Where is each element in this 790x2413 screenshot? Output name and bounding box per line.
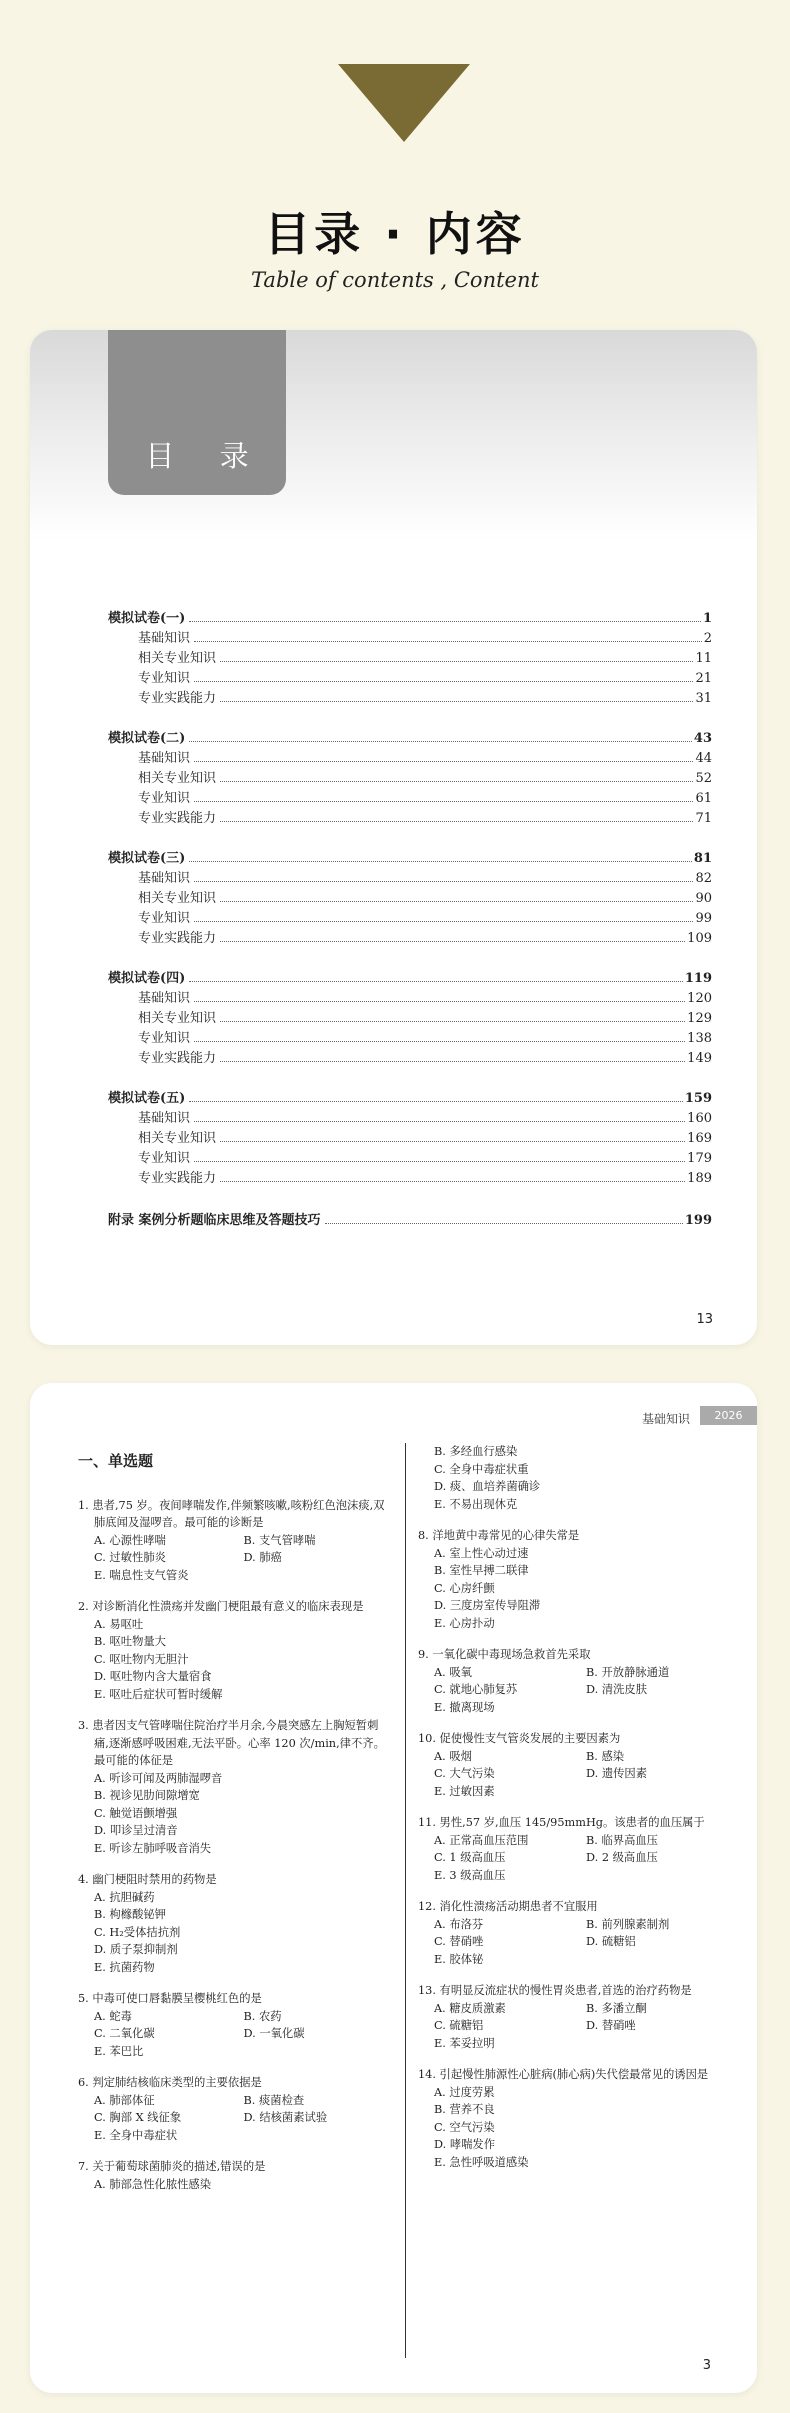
toc-leader-dots — [220, 1141, 685, 1142]
option-row — [434, 1832, 738, 1850]
toc-entry-label: 附录 案例分析题临床思维及答题技巧 — [108, 1213, 321, 1228]
option-row — [94, 1906, 393, 1924]
toc-spacer — [108, 1186, 712, 1206]
toc-subentry[interactable] — [108, 686, 712, 706]
option-row — [434, 1867, 738, 1885]
toc-subentry-label: 专业知识 — [138, 911, 191, 926]
toc-leader-dots — [194, 1001, 685, 1002]
toc-subentry[interactable] — [108, 1026, 712, 1046]
toc-subentry-label: 相关专业知识 — [138, 651, 217, 666]
answer-options — [78, 1532, 393, 1585]
option-row — [434, 1765, 738, 1783]
option-row — [434, 1562, 738, 1580]
page-title: 目录 · 内容 — [264, 207, 526, 261]
toc-entry-label: 模拟试卷(五) — [108, 1091, 186, 1106]
option-row — [434, 2101, 738, 2119]
question-stem: 9. 一氧化碳中毒现场急救首先采取 — [418, 1648, 591, 1661]
toc-subentry-page: 11 — [695, 651, 712, 666]
question-stem: 5. 中毒可使口唇黏膜呈樱桃红色的是 — [78, 1992, 262, 2005]
toc-appendix-entry[interactable] — [108, 1208, 712, 1228]
answer-option[interactable]: C. 呕吐物内无胆汁 — [94, 1652, 189, 1666]
toc-leader-dots — [220, 821, 693, 822]
option-row — [434, 2084, 738, 2102]
answer-option[interactable]: C. H₂受体拮抗剂 — [94, 1925, 181, 1939]
answer-option[interactable]: E. 急性呼吸道感染 — [434, 2155, 529, 2169]
toc-subentry-page: 129 — [687, 1011, 712, 1026]
answer-option[interactable]: A. 蛇毒 — [94, 2009, 132, 2023]
toc-entry[interactable] — [108, 966, 712, 986]
toc-leader-dots — [194, 761, 693, 762]
option-row — [94, 2008, 393, 2026]
decorative-triangle — [338, 64, 470, 142]
toc-leader-dots — [194, 1121, 685, 1122]
answer-option[interactable]: D. 替硝唑 — [586, 2019, 636, 2032]
toc-leader-dots — [189, 1101, 683, 1102]
toc-subentry[interactable] — [108, 1006, 712, 1026]
question-item — [418, 1814, 738, 1884]
section-header-label: 基础知识 — [642, 1412, 691, 1426]
answer-option[interactable]: D. 结核菌素试验 — [243, 2111, 328, 2124]
toc-subentry-label: 基础知识 — [138, 871, 191, 886]
toc-entry-page: 159 — [684, 1091, 712, 1106]
toc-subentry-label: 相关专业知识 — [138, 1131, 217, 1146]
option-row — [434, 1681, 738, 1699]
left-column — [78, 1443, 393, 2207]
answer-option[interactable]: E. 苯巴比 — [94, 2044, 144, 2058]
toc-spacer — [108, 1066, 712, 1086]
question-stem: 3. 患者因支气管哮喘住院治疗半月余,今晨突感左上胸短暂刺痛,逐渐感呼吸困难,无法平卧。心率 120 次/min,律不齐。最可能的体征是 — [78, 1719, 385, 1767]
question-item — [78, 1871, 393, 1976]
answer-option[interactable]: A. 室上性心动过速 — [434, 1546, 529, 1560]
toc-entry-page: 119 — [684, 971, 712, 986]
answer-option[interactable]: D. 痰、血培养菌确诊 — [434, 1480, 541, 1493]
exam-card — [30, 1383, 757, 2393]
toc-tab — [108, 330, 286, 495]
answer-option[interactable]: B. 支气管哮喘 — [243, 1533, 316, 1547]
option-row — [434, 1699, 738, 1717]
toc-subentry[interactable] — [108, 646, 712, 666]
option-row — [434, 2136, 738, 2154]
option-row — [434, 1580, 738, 1598]
option-row — [94, 1567, 393, 1585]
option-row — [94, 1686, 393, 1704]
toc-leader-dots — [189, 741, 692, 742]
toc-entry-label: 模拟试卷(四) — [108, 971, 186, 986]
option-row — [434, 2119, 738, 2137]
toc-leader-dots — [220, 781, 693, 782]
page-number: 13 — [696, 1312, 713, 1327]
answer-options — [418, 1443, 738, 1513]
toc-leader-dots — [189, 861, 692, 862]
answer-option[interactable]: B. 室性早搏二联律 — [434, 1564, 529, 1577]
toc-subentry[interactable] — [108, 986, 712, 1006]
answer-option[interactable]: D. 哮喘发作 — [434, 2138, 496, 2151]
option-row — [434, 1496, 738, 1514]
option-row — [94, 1889, 393, 1907]
toc-leader-dots — [220, 661, 693, 662]
answer-option[interactable]: D. 2 级高血压 — [586, 1851, 658, 1864]
option-row — [434, 2035, 738, 2053]
answer-option[interactable]: E. 喘息性支气管炎 — [94, 1568, 189, 1582]
answer-options — [78, 1770, 393, 1858]
toc-subentry[interactable] — [108, 866, 712, 886]
toc-entry[interactable] — [108, 606, 712, 626]
answer-option[interactable]: B. 感染 — [586, 1749, 625, 1763]
answer-option[interactable]: C. 触觉语颤增强 — [94, 1806, 178, 1820]
option-row — [434, 1597, 738, 1615]
answer-option[interactable]: D. 清洗皮肤 — [586, 1683, 648, 1696]
option-row — [434, 2000, 738, 2018]
answer-option[interactable]: D. 三度房室传导阻滞 — [434, 1599, 541, 1612]
question-item — [78, 1990, 393, 2060]
toc-subentry[interactable] — [108, 626, 712, 646]
toc-subentry-page: 44 — [695, 751, 712, 766]
answer-option[interactable]: E. 过敏因素 — [434, 1784, 495, 1798]
toc-entry[interactable] — [108, 726, 712, 746]
option-row — [94, 1651, 393, 1669]
toc-subentry-label: 相关专业知识 — [138, 771, 217, 786]
option-row — [434, 1783, 738, 1801]
answer-option[interactable]: A. 听诊可闻及两肺湿啰音 — [94, 1771, 223, 1785]
question-stem: 7. 关于葡萄球菌肺炎的描述,错误的是 — [78, 2160, 266, 2173]
toc-subentry-label: 专业实践能力 — [138, 931, 217, 946]
answer-option[interactable]: B. 多潘立酮 — [586, 2001, 647, 2015]
answer-options — [418, 1916, 738, 1969]
option-row — [94, 1941, 393, 1959]
toc-subentry-label: 专业知识 — [138, 1031, 191, 1046]
question-stem: 12. 消化性溃疡活动期患者不宜服用 — [418, 1900, 598, 1913]
toc-subentry-label: 相关专业知识 — [138, 891, 217, 906]
toc-leader-dots — [220, 701, 693, 702]
option-row — [434, 1443, 738, 1461]
answer-option[interactable]: A. 过度劳累 — [434, 2085, 495, 2099]
answer-option[interactable]: A. 布洛芬 — [434, 1917, 484, 1931]
answer-option[interactable]: A. 易呕吐 — [94, 1617, 144, 1631]
question-stem: 1. 患者,75 岁。夜间哮喘发作,伴频繁咳嗽,咳粉红色泡沫痰,双肺底闻及湿啰音。最可能的诊断是 — [78, 1498, 385, 1529]
toc-subentry-page: 82 — [695, 871, 712, 886]
option-row — [434, 1849, 738, 1867]
answer-option[interactable]: C. 过敏性肺炎 — [94, 1551, 166, 1564]
answer-options — [418, 1748, 738, 1801]
toc-leader-dots — [194, 681, 693, 682]
question-item — [78, 1598, 393, 1703]
page-subtitle: Table of contents , Content — [251, 268, 539, 292]
answer-options — [418, 1664, 738, 1717]
toc-subentry[interactable] — [108, 926, 712, 946]
question-item — [418, 1982, 738, 2052]
answer-option[interactable]: E. 听诊左肺呼吸音消失 — [94, 1841, 212, 1855]
toc-leader-dots — [194, 641, 702, 642]
toc-spacer — [108, 826, 712, 846]
toc-subentry[interactable] — [108, 886, 712, 906]
answer-option[interactable]: B. 痰菌检查 — [243, 2093, 305, 2107]
toc-subentry[interactable] — [108, 746, 712, 766]
answer-options — [78, 1616, 393, 1704]
option-row — [434, 1545, 738, 1563]
answer-options — [418, 2000, 738, 2053]
option-row — [434, 1615, 738, 1633]
toc-leader-dots — [220, 941, 685, 942]
question-item — [78, 2158, 393, 2193]
option-row — [94, 2109, 393, 2127]
question-item — [78, 2074, 393, 2144]
answer-option[interactable]: A. 肺部体征 — [94, 2093, 155, 2107]
toc-subentry-page: 31 — [695, 691, 712, 706]
toc-subentry-label: 专业实践能力 — [138, 1051, 217, 1066]
answer-option[interactable]: E. 苯妥拉明 — [434, 2036, 495, 2050]
option-row — [434, 2154, 738, 2172]
answer-option[interactable]: A. 正常高血压范围 — [434, 1833, 529, 1847]
option-row — [94, 1549, 393, 1567]
question-item — [418, 1646, 738, 1716]
toc-subentry[interactable] — [108, 666, 712, 686]
answer-option[interactable]: B. 呕吐物量大 — [94, 1635, 166, 1648]
option-row — [94, 1616, 393, 1634]
toc-leader-dots — [220, 901, 693, 902]
toc-leader-dots — [189, 621, 701, 622]
toc-subentry-page: 109 — [687, 931, 712, 946]
option-row — [94, 1822, 393, 1840]
answer-option[interactable]: E. 3 级高血压 — [434, 1868, 506, 1882]
option-row — [94, 1805, 393, 1823]
toc-subentry-page: 2 — [703, 631, 712, 646]
answer-options — [78, 2092, 393, 2145]
table-of-contents — [108, 606, 712, 1228]
option-row — [94, 1668, 393, 1686]
answer-option[interactable]: B. 多经血行感染 — [434, 1445, 518, 1458]
question-item — [418, 1730, 738, 1800]
question-item — [418, 2066, 738, 2171]
answer-option[interactable]: C. 胸部 X 线征象 — [94, 2111, 182, 2124]
answer-option[interactable]: C. 就地心肺复苏 — [434, 1683, 518, 1696]
toc-leader-dots — [194, 1041, 685, 1042]
toc-leader-dots — [325, 1223, 683, 1224]
option-row — [94, 2043, 393, 2061]
answer-option[interactable]: D. 遗传因素 — [586, 1767, 648, 1780]
answer-option[interactable]: B. 开放静脉通道 — [586, 1665, 670, 1679]
toc-subentry-page: 99 — [695, 911, 712, 926]
answer-option[interactable]: C. 1 级高血压 — [434, 1851, 506, 1864]
answer-option[interactable]: D. 一氧化碳 — [243, 2027, 305, 2040]
toc-subentry[interactable] — [108, 906, 712, 926]
section-title: 一、单选题 — [78, 1452, 154, 1470]
toc-entry-page: 43 — [693, 731, 712, 746]
question-stem: 11. 男性,57 岁,血压 145/95mmHg。该患者的血压属于 — [418, 1816, 705, 1829]
answer-option[interactable]: C. 替硝唑 — [434, 1935, 484, 1948]
toc-subentry-label: 基础知识 — [138, 1111, 191, 1126]
toc-subentry[interactable] — [108, 806, 712, 826]
answer-option[interactable]: B. 前列腺素制剂 — [586, 1917, 670, 1931]
question-continuation — [418, 1443, 738, 1513]
question-stem: 4. 幽门梗阻时禁用的药物是 — [78, 1873, 217, 1886]
answer-option[interactable]: E. 撤离现场 — [434, 1700, 495, 1714]
toc-subentry[interactable] — [108, 1146, 712, 1166]
question-item — [418, 1898, 738, 1968]
toc-subentry[interactable] — [108, 1166, 712, 1186]
answer-option[interactable]: A. 吸烟 — [434, 1749, 472, 1763]
option-row — [434, 1478, 738, 1496]
option-row — [434, 1664, 738, 1682]
question-item — [418, 1527, 738, 1632]
toc-subentry-page: 189 — [687, 1171, 712, 1186]
answer-option[interactable]: A. 肺部急性化脓性感染 — [94, 2177, 212, 2191]
toc-entry[interactable] — [108, 1086, 712, 1106]
answer-option[interactable]: C. 大气污染 — [434, 1767, 495, 1780]
question-stem: 6. 判定肺结核临床类型的主要依据是 — [78, 2076, 262, 2089]
question-stem: 13. 有明显反流症状的慢性胃炎患者,首选的治疗药物是 — [418, 1984, 692, 1997]
toc-leader-dots — [220, 1021, 685, 1022]
answer-option[interactable]: D. 质子泵抑制剂 — [94, 1943, 178, 1956]
toc-leader-dots — [189, 981, 683, 982]
answer-option[interactable]: A. 糖皮质激素 — [434, 2001, 506, 2015]
option-row — [94, 1633, 393, 1651]
toc-tab-label: 目 录 — [145, 439, 267, 473]
toc-subentry-label: 专业实践能力 — [138, 1171, 217, 1186]
toc-leader-dots — [220, 1061, 685, 1062]
toc-subentry[interactable] — [108, 786, 712, 806]
toc-spacer — [108, 706, 712, 726]
answer-option[interactable]: E. 全身中毒症状 — [94, 2128, 178, 2142]
answer-options — [78, 2176, 393, 2194]
answer-option[interactable]: C. 二氧化碳 — [94, 2027, 155, 2040]
toc-subentry-page: 179 — [687, 1151, 712, 1166]
option-row — [434, 1951, 738, 1969]
toc-subentry[interactable] — [108, 766, 712, 786]
toc-subentry-label: 相关专业知识 — [138, 1011, 217, 1026]
toc-subentry-page: 169 — [687, 1131, 712, 1146]
toc-subentry-page: 21 — [695, 671, 712, 686]
answer-option[interactable]: E. 抗菌药物 — [94, 1960, 155, 1974]
toc-spacer — [108, 946, 712, 966]
answer-option[interactable]: B. 农药 — [243, 2009, 282, 2023]
toc-entry-label: 模拟试卷(一) — [108, 611, 186, 626]
answer-option[interactable]: C. 硫糖铝 — [434, 2019, 484, 2032]
option-row — [94, 2025, 393, 2043]
answer-option[interactable]: A. 心源性哮喘 — [94, 1533, 166, 1547]
option-row — [94, 1924, 393, 1942]
question-stem: 10. 促使慢性支气管炎发展的主要因素为 — [418, 1732, 621, 1745]
answer-options — [418, 2084, 738, 2172]
right-column — [418, 1443, 738, 2185]
option-row — [434, 1748, 738, 1766]
answer-option[interactable]: D. 叩诊呈过清音 — [94, 1824, 178, 1837]
question-stem: 8. 洋地黄中毒常见的心律失常是 — [418, 1529, 580, 1542]
toc-subentry-page: 52 — [695, 771, 712, 786]
answer-option[interactable]: B. 视诊见肋间隙增宽 — [94, 1789, 200, 1802]
answer-option[interactable]: E. 不易出现休克 — [434, 1497, 518, 1511]
toc-leader-dots — [194, 801, 693, 802]
toc-entry-page: 199 — [684, 1213, 712, 1228]
answer-option[interactable]: B. 枸橼酸铋钾 — [94, 1908, 166, 1921]
answer-option[interactable]: D. 肺癌 — [243, 1551, 282, 1564]
toc-entry-page: 1 — [702, 611, 712, 626]
answer-options — [418, 1545, 738, 1633]
answer-option[interactable]: D. 呕吐物内含大量宿食 — [94, 1670, 212, 1683]
answer-option[interactable]: A. 抗胆碱药 — [94, 1890, 155, 1904]
question-stem: 2. 对诊断消化性溃疡并发幽门梗阻最有意义的临床表现是 — [78, 1600, 364, 1613]
toc-entry[interactable] — [108, 846, 712, 866]
toc-entry-page: 81 — [693, 851, 712, 866]
toc-subentry-label: 基础知识 — [138, 991, 191, 1006]
toc-leader-dots — [194, 1161, 685, 1162]
answer-option[interactable]: C. 心房纤颤 — [434, 1581, 495, 1595]
answer-option[interactable]: E. 呕吐后症状可暂时缓解 — [94, 1687, 223, 1701]
option-row — [94, 2127, 393, 2145]
toc-subentry-page: 160 — [687, 1111, 712, 1126]
answer-option[interactable]: A. 吸氧 — [434, 1665, 472, 1679]
toc-subentry-label: 专业知识 — [138, 791, 191, 806]
option-row — [434, 2017, 738, 2035]
answer-option[interactable]: B. 营养不良 — [434, 2103, 495, 2116]
toc-subentry-page: 149 — [687, 1051, 712, 1066]
option-row — [94, 1532, 393, 1550]
toc-leader-dots — [194, 881, 693, 882]
toc-subentry-label: 专业知识 — [138, 1151, 191, 1166]
toc-entry-label: 模拟试卷(二) — [108, 731, 186, 746]
option-row — [434, 1916, 738, 1934]
toc-subentry-page: 120 — [687, 991, 712, 1006]
option-row — [434, 1933, 738, 1951]
answer-options — [78, 2008, 393, 2061]
toc-subentry-label: 基础知识 — [138, 631, 191, 646]
option-row — [94, 1787, 393, 1805]
option-row — [94, 1770, 393, 1788]
option-row — [94, 1959, 393, 1977]
answer-option[interactable]: B. 临界高血压 — [586, 1833, 658, 1847]
toc-subentry-page: 90 — [695, 891, 712, 906]
answer-options — [418, 1832, 738, 1885]
toc-leader-dots — [194, 921, 693, 922]
column-divider — [405, 1443, 406, 2358]
answer-option[interactable]: E. 胶体铋 — [434, 1952, 484, 1966]
toc-subentry[interactable] — [108, 1126, 712, 1146]
question-item — [78, 1717, 393, 1857]
answer-option[interactable]: C. 空气污染 — [434, 2120, 495, 2134]
toc-card — [30, 330, 757, 1345]
option-row — [94, 2176, 393, 2194]
toc-subentry-label: 专业实践能力 — [138, 811, 217, 826]
toc-subentry-label: 专业知识 — [138, 671, 191, 686]
option-row — [94, 1840, 393, 1858]
option-row — [94, 2092, 393, 2110]
answer-option[interactable]: C. 全身中毒症状重 — [434, 1462, 529, 1476]
toc-subentry-page: 138 — [687, 1031, 712, 1046]
page-number: 3 — [702, 2358, 711, 2373]
toc-subentry-page: 71 — [695, 811, 712, 826]
year-badge: 2026 — [700, 1406, 757, 1425]
toc-entry-label: 模拟试卷(三) — [108, 851, 186, 866]
toc-subentry-label: 专业实践能力 — [138, 691, 217, 706]
answer-option[interactable]: E. 心房扑动 — [434, 1616, 495, 1630]
question-stem: 14. 引起慢性肺源性心脏病(肺心病)失代偿最常见的诱因是 — [418, 2068, 709, 2081]
toc-leader-dots — [220, 1181, 685, 1182]
toc-subentry-page: 61 — [695, 791, 712, 806]
answer-options — [78, 1889, 393, 1977]
toc-subentry-label: 基础知识 — [138, 751, 191, 766]
toc-subentry[interactable] — [108, 1046, 712, 1066]
answer-option[interactable]: D. 硫糖铝 — [586, 1935, 636, 1948]
option-row — [434, 1461, 738, 1479]
question-item — [78, 1497, 393, 1585]
toc-subentry[interactable] — [108, 1106, 712, 1126]
